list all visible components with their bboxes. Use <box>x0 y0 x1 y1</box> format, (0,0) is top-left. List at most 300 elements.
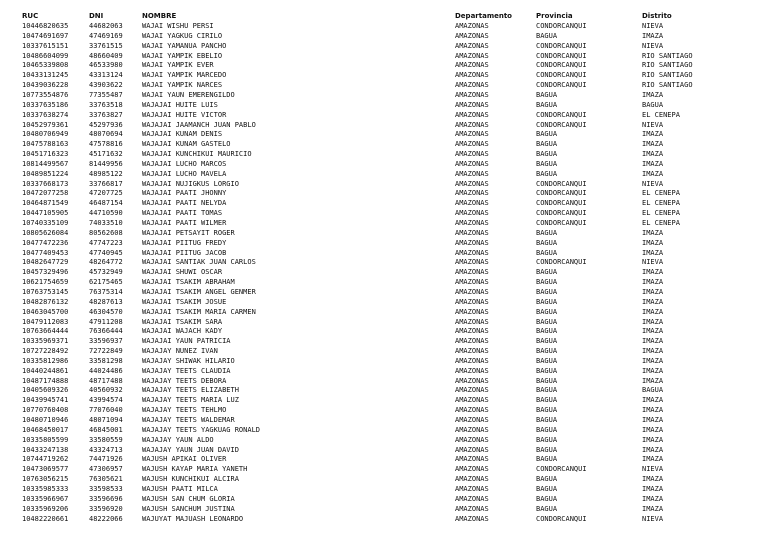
cell-dni: 46533980 <box>89 61 123 70</box>
table-row <box>0 426 768 436</box>
cell-provincia: CONDORCANQUI <box>536 514 587 523</box>
cell-departamento: AMAZONAS <box>455 258 489 267</box>
cell-distrito: BAGUA <box>642 100 664 109</box>
cell-dni: 33766817 <box>89 179 123 188</box>
cell-ruc: 10814499567 <box>22 159 69 168</box>
table-row <box>0 52 768 62</box>
cell-dni: 76366444 <box>89 327 123 336</box>
table-row <box>0 121 768 131</box>
cell-departamento: AMAZONAS <box>455 51 489 60</box>
table-row <box>0 81 768 91</box>
cell-distrito: IMAZA <box>642 356 664 365</box>
cell-ruc: 10451716323 <box>22 150 69 159</box>
cell-ruc: 10433131245 <box>22 71 69 80</box>
cell-nombre: WAJAJAI SANTIAK JUAN CARLOS <box>142 258 256 267</box>
cell-nombre: WAJAJAI TSAKIM JOSUE <box>142 297 227 306</box>
cell-distrito: RIO SANTIAGO <box>642 51 693 60</box>
cell-provincia: BAGUA <box>536 484 558 493</box>
cell-dni: 43903622 <box>89 81 123 90</box>
cell-dni: 33763518 <box>89 100 123 109</box>
cell-nombre: WAJAI YAGKUG CIRILO <box>142 31 223 40</box>
table-row <box>0 170 768 180</box>
cell-dni: 44024486 <box>89 366 123 375</box>
cell-provincia: CONDORCANQUI <box>536 199 587 208</box>
cell-nombre: WAJAJAY TEETS YAGKUAG RONALD <box>142 425 261 434</box>
cell-ruc: 10474691697 <box>22 31 69 40</box>
table-row <box>0 475 768 485</box>
cell-departamento: AMAZONAS <box>455 81 489 90</box>
cell-departamento: AMAZONAS <box>455 514 489 523</box>
cell-distrito: IMAZA <box>642 484 664 493</box>
table-row <box>0 455 768 465</box>
cell-distrito: IMAZA <box>642 475 664 484</box>
cell-provincia: BAGUA <box>536 376 558 385</box>
cell-dni: 47740945 <box>89 248 123 257</box>
cell-provincia: BAGUA <box>536 100 558 109</box>
cell-nombre: WAJAJAI PAATI TOMAS <box>142 209 223 218</box>
cell-departamento: AMAZONAS <box>455 465 489 474</box>
table-row <box>0 239 768 249</box>
cell-provincia: BAGUA <box>536 31 558 40</box>
cell-nombre: WAJAJAY TEETS ELIZABETH <box>142 386 239 395</box>
cell-nombre: WAJAJAI LUCHO MAVELA <box>142 169 227 178</box>
cell-nombre: WAJAJAI PIITUG FREDY <box>142 238 227 247</box>
table-row <box>0 42 768 52</box>
cell-departamento: AMAZONAS <box>455 120 489 129</box>
table-row <box>0 249 768 259</box>
cell-distrito: NIEVA <box>642 41 664 50</box>
cell-ruc: 10337635186 <box>22 100 69 109</box>
cell-nombre: WAJAJAI KUNAM GASTELO <box>142 140 231 149</box>
cell-provincia: BAGUA <box>536 248 558 257</box>
cell-distrito: RIO SANTIAGO <box>642 71 693 80</box>
table-row <box>0 199 768 209</box>
cell-dni: 47578816 <box>89 140 123 149</box>
cell-distrito: RIO SANTIAGO <box>642 81 693 90</box>
cell-departamento: AMAZONAS <box>455 337 489 346</box>
cell-departamento: AMAZONAS <box>455 425 489 434</box>
cell-ruc: 10487174888 <box>22 376 69 385</box>
cell-provincia: BAGUA <box>536 90 558 99</box>
cell-dni: 44682063 <box>89 22 123 30</box>
cell-nombre: WAJUSH KUNCHIKUI ALCIRA <box>142 475 239 484</box>
cell-provincia: BAGUA <box>536 130 558 139</box>
cell-distrito: IMAZA <box>642 376 664 385</box>
cell-dni: 48660409 <box>89 51 123 60</box>
cell-ruc: 10763753145 <box>22 287 69 296</box>
cell-departamento: AMAZONAS <box>455 278 489 287</box>
table-row <box>0 416 768 426</box>
cell-provincia: BAGUA <box>536 406 558 415</box>
cell-dni: 76305621 <box>89 475 123 484</box>
cell-departamento: AMAZONAS <box>455 317 489 326</box>
table-row <box>0 61 768 71</box>
cell-distrito: IMAZA <box>642 140 664 149</box>
cell-provincia: BAGUA <box>536 169 558 178</box>
table-row <box>0 32 768 42</box>
cell-distrito: IMAZA <box>642 238 664 247</box>
cell-provincia: BAGUA <box>536 140 558 149</box>
cell-ruc: 10439945741 <box>22 396 69 405</box>
cell-ruc: 10457329496 <box>22 268 69 277</box>
table-row <box>0 278 768 288</box>
cell-departamento: AMAZONAS <box>455 169 489 178</box>
cell-departamento: AMAZONAS <box>455 228 489 237</box>
cell-dni: 40560932 <box>89 386 123 395</box>
cell-ruc: 10482876132 <box>22 297 69 306</box>
cell-provincia: CONDORCANQUI <box>536 81 587 90</box>
cell-nombre: WAJAI YAMPIK EBELIO <box>142 51 223 60</box>
cell-distrito: EL CENEPA <box>642 199 680 208</box>
cell-ruc: 10763664444 <box>22 327 69 336</box>
cell-provincia: CONDORCANQUI <box>536 465 587 474</box>
cell-ruc: 10335969371 <box>22 337 69 346</box>
cell-provincia: BAGUA <box>536 475 558 484</box>
cell-ruc: 10621754659 <box>22 278 69 287</box>
cell-ruc: 10335805599 <box>22 435 69 444</box>
cell-provincia: BAGUA <box>536 435 558 444</box>
cell-departamento: AMAZONAS <box>455 110 489 119</box>
cell-departamento: AMAZONAS <box>455 199 489 208</box>
table-row <box>0 505 768 515</box>
cell-distrito: IMAZA <box>642 396 664 405</box>
cell-ruc: 10335985333 <box>22 484 69 493</box>
cell-dni: 43994574 <box>89 396 123 405</box>
cell-dni: 33596937 <box>89 337 123 346</box>
cell-distrito: IMAZA <box>642 248 664 257</box>
table-row <box>0 101 768 111</box>
cell-ruc: 10463045700 <box>22 307 69 316</box>
cell-dni: 33581298 <box>89 356 123 365</box>
table-row <box>0 160 768 170</box>
cell-dni: 76375314 <box>89 287 123 296</box>
cell-nombre: WAJAJAI PAATI JHONNY <box>142 189 227 198</box>
table-row <box>0 446 768 456</box>
cell-dni: 48070694 <box>89 130 123 139</box>
cell-ruc: 10335966967 <box>22 494 69 503</box>
cell-departamento: AMAZONAS <box>455 150 489 159</box>
cell-provincia: BAGUA <box>536 455 558 464</box>
cell-nombre: WAJAJAI TSAKIM ANGEL GENMER <box>142 287 256 296</box>
cell-ruc: 10486604099 <box>22 51 69 60</box>
cell-nombre: WAJAJAI JAAMANCH JUAN PABLO <box>142 120 256 129</box>
cell-dni: 33761515 <box>89 41 123 50</box>
cell-ruc: 10337668173 <box>22 179 69 188</box>
cell-nombre: WAJAJAI HUITE VICTOR <box>142 110 227 119</box>
cell-provincia: BAGUA <box>536 425 558 434</box>
header-departamento: Departamento <box>455 12 512 20</box>
cell-dni: 45297936 <box>89 120 123 129</box>
cell-dni: 33596696 <box>89 494 123 503</box>
cell-departamento: AMAZONAS <box>455 189 489 198</box>
header-distrito: Distrito <box>642 12 672 20</box>
table-row <box>0 396 768 406</box>
cell-distrito: EL CENEPA <box>642 189 680 198</box>
header-provincia: Provincia <box>536 12 573 20</box>
cell-nombre: WAJAJAI PAATI WILMER <box>142 219 227 227</box>
cell-provincia: CONDORCANQUI <box>536 179 587 188</box>
cell-distrito: IMAZA <box>642 278 664 287</box>
cell-provincia: CONDORCANQUI <box>536 22 587 30</box>
cell-provincia: CONDORCANQUI <box>536 258 587 267</box>
cell-provincia: BAGUA <box>536 307 558 316</box>
cell-ruc: 10480710946 <box>22 416 69 424</box>
table-row <box>0 465 768 475</box>
cell-ruc: 10446820635 <box>22 22 69 30</box>
cell-nombre: WAJAJAI WAJACH KADY <box>142 327 223 336</box>
cell-ruc: 10727228492 <box>22 347 69 356</box>
cell-nombre: WAJUYAT MAJUASH LEONARDO <box>142 514 244 523</box>
table-row <box>0 298 768 308</box>
cell-dni: 80562608 <box>89 228 123 237</box>
cell-distrito: IMAZA <box>642 297 664 306</box>
cell-departamento: AMAZONAS <box>455 356 489 365</box>
cell-ruc: 10337615151 <box>22 41 69 50</box>
header-ruc: RUC <box>22 12 39 20</box>
cell-distrito: IMAZA <box>642 317 664 326</box>
table-row <box>0 288 768 298</box>
cell-departamento: AMAZONAS <box>455 31 489 40</box>
cell-departamento: AMAZONAS <box>455 159 489 168</box>
cell-nombre: WAJAI YAUN EMERENGILDO <box>142 90 235 99</box>
cell-departamento: AMAZONAS <box>455 140 489 149</box>
cell-dni: 77076040 <box>89 406 123 415</box>
cell-provincia: CONDORCANQUI <box>536 61 587 70</box>
cell-nombre: WAJAJAY YAUN JUAN DAVID <box>142 445 239 454</box>
table-row <box>0 495 768 505</box>
cell-nombre: WAJAJAY TEETS TEHLMO <box>142 406 227 415</box>
cell-distrito: EL CENEPA <box>642 219 680 227</box>
cell-provincia: BAGUA <box>536 445 558 454</box>
cell-nombre: WAJAI YAMPIK EVER <box>142 61 214 70</box>
table-row <box>0 209 768 219</box>
cell-distrito: IMAZA <box>642 228 664 237</box>
cell-nombre: WAJAJAI PAATI NELYDA <box>142 199 227 208</box>
cell-nombre: WAJAI YAMPIK MARCEDO <box>142 71 227 80</box>
header-nombre: NOMBRE <box>142 12 177 20</box>
cell-ruc: 10477472236 <box>22 238 69 247</box>
cell-ruc: 10477409453 <box>22 248 69 257</box>
cell-departamento: AMAZONAS <box>455 238 489 247</box>
cell-distrito: IMAZA <box>642 504 664 513</box>
table-row <box>0 406 768 416</box>
cell-nombre: WAJAJAY NUÑEZ IVAN <box>142 347 218 356</box>
cell-distrito: IMAZA <box>642 130 664 139</box>
cell-distrito: IMAZA <box>642 455 664 464</box>
cell-dni: 62175465 <box>89 278 123 287</box>
table-row <box>0 180 768 190</box>
cell-nombre: WAJUSH PAATI MILCA <box>142 484 218 493</box>
cell-nombre: WAJUSH APIKAI OLIVER <box>142 455 227 464</box>
cell-nombre: WAJAJAY TEETS CLAUDIA <box>142 366 231 375</box>
cell-departamento: AMAZONAS <box>455 494 489 503</box>
cell-departamento: AMAZONAS <box>455 209 489 218</box>
cell-distrito: BAGUA <box>642 386 664 395</box>
cell-ruc: 10482220661 <box>22 514 69 523</box>
cell-dni: 43313124 <box>89 71 123 80</box>
cell-provincia: BAGUA <box>536 396 558 405</box>
cell-provincia: CONDORCANQUI <box>536 51 587 60</box>
cell-distrito: NIEVA <box>642 179 664 188</box>
cell-provincia: BAGUA <box>536 238 558 247</box>
cell-provincia: BAGUA <box>536 159 558 168</box>
cell-dni: 48264772 <box>89 258 123 267</box>
cell-distrito: IMAZA <box>642 406 664 415</box>
cell-departamento: AMAZONAS <box>455 475 489 484</box>
cell-ruc: 10337638274 <box>22 110 69 119</box>
table-row <box>0 318 768 328</box>
cell-provincia: BAGUA <box>536 317 558 326</box>
cell-distrito: IMAZA <box>642 425 664 434</box>
table-row <box>0 229 768 239</box>
cell-departamento: AMAZONAS <box>455 386 489 395</box>
cell-distrito: IMAZA <box>642 307 664 316</box>
cell-departamento: AMAZONAS <box>455 71 489 80</box>
cell-ruc: 10482647729 <box>22 258 69 267</box>
cell-distrito: NIEVA <box>642 258 664 267</box>
cell-nombre: WAJAJAI KUNAM DENIS <box>142 130 223 139</box>
cell-nombre: WAJUSH SANCHUM JUSTINA <box>142 504 235 513</box>
cell-ruc: 10480706949 <box>22 130 69 139</box>
cell-nombre: WAJAJAI LUCHO MARCOS <box>142 159 227 168</box>
cell-ruc: 10439036228 <box>22 81 69 90</box>
cell-provincia: CONDORCANQUI <box>536 41 587 50</box>
cell-provincia: BAGUA <box>536 278 558 287</box>
cell-nombre: WAJAI YAMPIK NARCES <box>142 81 223 90</box>
cell-distrito: IMAZA <box>642 159 664 168</box>
cell-distrito: IMAZA <box>642 494 664 503</box>
cell-distrito: IMAZA <box>642 435 664 444</box>
cell-dni: 33580559 <box>89 435 123 444</box>
cell-dni: 72722849 <box>89 347 123 356</box>
cell-nombre: WAJAJAY YAUN ALDO <box>142 435 214 444</box>
cell-dni: 33598533 <box>89 484 123 493</box>
cell-departamento: AMAZONAS <box>455 248 489 257</box>
cell-dni: 45171632 <box>89 150 123 159</box>
cell-departamento: AMAZONAS <box>455 445 489 454</box>
header-dni: DNI <box>89 12 104 20</box>
cell-dni: 48287613 <box>89 297 123 306</box>
cell-provincia: BAGUA <box>536 337 558 346</box>
cell-provincia: BAGUA <box>536 386 558 395</box>
table-row <box>0 150 768 160</box>
cell-dni: 33596920 <box>89 504 123 513</box>
cell-dni: 46487154 <box>89 199 123 208</box>
cell-ruc: 10805626084 <box>22 228 69 237</box>
cell-distrito: IMAZA <box>642 31 664 40</box>
cell-distrito: RIO SANTIAGO <box>642 61 693 70</box>
cell-nombre: WAJAJAI KUNCHIKUI MAURICIO <box>142 150 252 159</box>
cell-nombre: WAJAJAY SHIWAK HILARIO <box>142 356 235 365</box>
cell-distrito: NIEVA <box>642 120 664 129</box>
table-row <box>0 268 768 278</box>
table-row <box>0 337 768 347</box>
table-row <box>0 140 768 150</box>
table-row <box>0 386 768 396</box>
cell-provincia: BAGUA <box>536 356 558 365</box>
cell-provincia: BAGUA <box>536 268 558 277</box>
cell-provincia: BAGUA <box>536 150 558 159</box>
cell-provincia: BAGUA <box>536 327 558 336</box>
cell-departamento: AMAZONAS <box>455 396 489 405</box>
cell-departamento: AMAZONAS <box>455 455 489 464</box>
cell-nombre: WAJAI YAMANUA PANCHO <box>142 41 227 50</box>
cell-departamento: AMAZONAS <box>455 416 489 424</box>
cell-provincia: CONDORCANQUI <box>536 120 587 129</box>
cell-dni: 48985122 <box>89 169 123 178</box>
cell-departamento: AMAZONAS <box>455 504 489 513</box>
cell-dni: 47911208 <box>89 317 123 326</box>
cell-provincia: BAGUA <box>536 228 558 237</box>
cell-provincia: CONDORCANQUI <box>536 189 587 198</box>
cell-nombre: WAJAJAI SHUWI OSCAR <box>142 268 223 277</box>
cell-departamento: AMAZONAS <box>455 130 489 139</box>
cell-dni: 81449956 <box>89 159 123 168</box>
cell-departamento: AMAZONAS <box>455 287 489 296</box>
cell-dni: 46845001 <box>89 425 123 434</box>
cell-provincia: BAGUA <box>536 297 558 306</box>
table-row <box>0 347 768 357</box>
table-row <box>0 308 768 318</box>
cell-departamento: AMAZONAS <box>455 484 489 493</box>
cell-nombre: WAJAJAI YAUN PATRICIA <box>142 337 231 346</box>
cell-ruc: 10763056215 <box>22 475 69 484</box>
cell-distrito: IMAZA <box>642 366 664 375</box>
cell-dni: 77355487 <box>89 90 123 99</box>
table-row <box>0 22 768 32</box>
table-row <box>0 219 768 229</box>
cell-departamento: AMAZONAS <box>455 366 489 375</box>
cell-dni: 43324713 <box>89 445 123 454</box>
cell-provincia: BAGUA <box>536 287 558 296</box>
cell-provincia: BAGUA <box>536 347 558 356</box>
table-row <box>0 258 768 268</box>
cell-dni: 45732949 <box>89 268 123 277</box>
table-row <box>0 130 768 140</box>
cell-ruc: 10405609326 <box>22 386 69 395</box>
cell-nombre: WAJAJAI PETSAYIT ROGER <box>142 228 235 237</box>
cell-dni: 47306957 <box>89 465 123 474</box>
cell-nombre: WAJAJAI TSAKIM MARIA CARMEN <box>142 307 256 316</box>
cell-dni: 46304570 <box>89 307 123 316</box>
cell-departamento: AMAZONAS <box>455 435 489 444</box>
table-row <box>0 327 768 337</box>
cell-distrito: NIEVA <box>642 465 664 474</box>
cell-provincia: CONDORCANQUI <box>536 209 587 218</box>
cell-ruc: 10770760408 <box>22 406 69 415</box>
cell-nombre: WAJAJAY TEETS DEBORA <box>142 376 227 385</box>
cell-ruc: 10475788163 <box>22 140 69 149</box>
table-row <box>0 485 768 495</box>
cell-distrito: IMAZA <box>642 169 664 178</box>
cell-dni: 48717488 <box>89 376 123 385</box>
cell-departamento: AMAZONAS <box>455 219 489 227</box>
cell-dni: 74033510 <box>89 219 123 227</box>
cell-provincia: BAGUA <box>536 366 558 375</box>
cell-dni: 48071094 <box>89 416 123 424</box>
cell-ruc: 10468450017 <box>22 425 69 434</box>
cell-ruc: 10433247138 <box>22 445 69 454</box>
cell-departamento: AMAZONAS <box>455 347 489 356</box>
cell-nombre: WAJAJAY TEETS WALDEMAR <box>142 416 235 424</box>
table-row <box>0 436 768 446</box>
cell-provincia: CONDORCANQUI <box>536 71 587 80</box>
cell-dni: 47207725 <box>89 189 123 198</box>
cell-distrito: IMAZA <box>642 347 664 356</box>
cell-ruc: 10464871549 <box>22 199 69 208</box>
cell-dni: 47469169 <box>89 31 123 40</box>
cell-ruc: 10773554876 <box>22 90 69 99</box>
